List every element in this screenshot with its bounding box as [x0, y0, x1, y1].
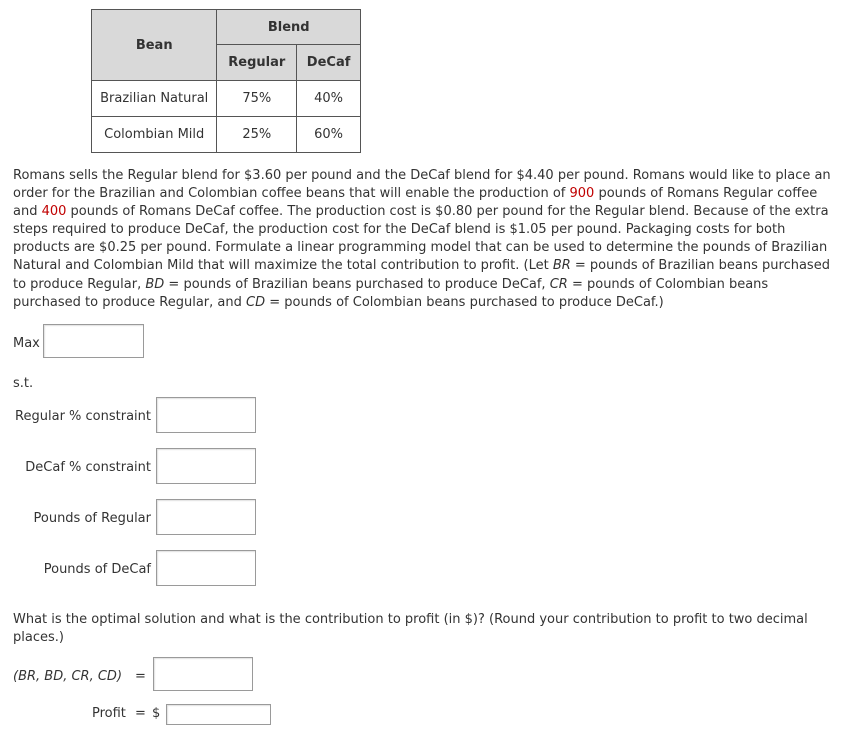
pounds-of-regular-label: Pounds of Regular [33, 511, 151, 526]
variable-bd: BD [145, 276, 165, 292]
decaf-percent-constraint-input[interactable] [156, 448, 256, 484]
variable-cd: CD [246, 294, 266, 310]
table-row [92, 117, 361, 153]
max-label: Max [13, 336, 40, 351]
profit-input[interactable] [166, 704, 271, 725]
regular-percent-constraint-label: Regular % constraint [15, 409, 151, 424]
subject-to-label: s.t. [13, 376, 34, 391]
solution-tuple-label: (BR, BD, CR, CD) [13, 669, 123, 684]
equals-sign: = [135, 706, 146, 721]
regular-percent: 75% [217, 81, 297, 117]
decaf-column-header: DeCaf [297, 45, 361, 81]
objective-input[interactable] [43, 324, 144, 358]
variable-br: BR [552, 258, 571, 274]
profit-label: Profit [92, 706, 126, 721]
pounds-of-decaf-input[interactable] [156, 550, 256, 586]
bean-header: Bean [92, 10, 217, 81]
pounds-of-regular-input[interactable] [156, 499, 256, 535]
regular-percent-constraint-input[interactable] [156, 397, 256, 433]
decaf-percent-constraint-label: DeCaf % constraint [25, 460, 151, 475]
variable-definition: = pounds of Colombian beans purchased to produce DeCaf.) [265, 294, 664, 310]
decaf-pounds-value: 400 [41, 204, 67, 220]
problem-text: pounds of Romans Regular coffee and [13, 186, 818, 220]
optimal-solution-input[interactable] [153, 657, 253, 691]
regular-percent: 25% [217, 117, 297, 153]
problem-text: Romans sells the Regular blend for $3.60 per pound and the DeCaf blend for $4.40 per pound. Romans would like to place an order for the Brazilian and Colombian coffee beans that will enable the production of [13, 168, 831, 202]
equals-sign: = [135, 669, 146, 684]
variable-definition: = pounds of Brazilian beans purchased to produce DeCaf, [164, 276, 550, 292]
blend-header: Blend [217, 10, 361, 45]
dollar-sign: $ [152, 706, 161, 721]
blend-table [91, 9, 361, 153]
regular-pounds-value: 900 [569, 186, 595, 202]
regular-column-header: Regular [217, 45, 297, 81]
variable-definition: = pounds of Colombian beans purchased to produce Regular, and [13, 276, 769, 310]
bean-name: Brazilian Natural [92, 81, 217, 117]
pounds-of-decaf-label: Pounds of DeCaf [43, 562, 151, 577]
decaf-percent: 40% [297, 81, 361, 117]
table-row [92, 81, 361, 117]
problem-statement [13, 167, 831, 312]
variable-cr: CR [549, 276, 568, 292]
problem-text: pounds of Romans DeCaf coffee. The production cost is $0.80 per pound for the Regular blend. Because of the extra steps required to produce DeCaf, the production cost for the DeCaf blend is $1.05 per pound. Packaging costs for both products are $0.25 per pound. Formulate a linear programming model that can be used to determine the pounds of Brazilian Natural and Colombian Mild that will maximize the total contribution to profit. (Let [13, 204, 829, 274]
bean-name: Colombian Mild [92, 117, 217, 153]
question-text: What is the optimal solution and what is the contribution to profit (in $)? (Round your contribution to profit to two decimal places.) [13, 612, 808, 645]
decaf-percent: 60% [297, 117, 361, 153]
variable-definition: = pounds of Brazilian beans purchased to produce Regular, [13, 258, 830, 292]
